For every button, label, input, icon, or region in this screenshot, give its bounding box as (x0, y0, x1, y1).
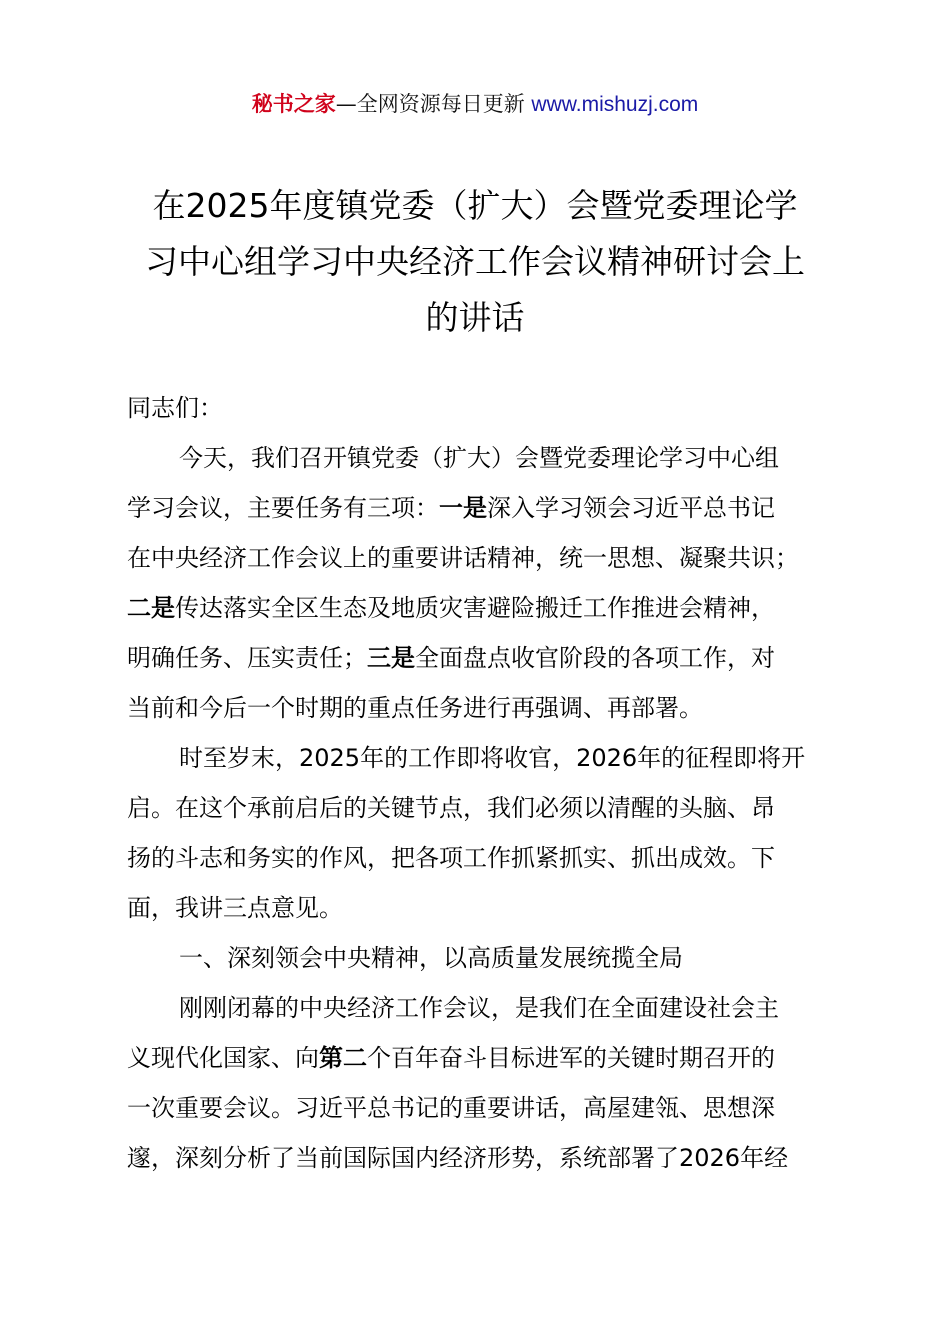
site-slogan: —全网资源每日更新 (335, 92, 532, 116)
document-title (100, 178, 850, 346)
paragraph-line: 明确任务、压实责任；三是全面盘点收官阶段的各项工作，对 (127, 644, 775, 672)
paragraph-line: 学习会议，主要任务有三项：一是深入学习领会习近平总书记 (127, 494, 775, 522)
paragraph-line: 扬的斗志和务实的作风，把各项工作抓紧抓实、抓出成效。下 (127, 844, 775, 872)
site-url-link[interactable]: www.mishuzj.com (531, 93, 699, 116)
paragraph-line: 二是传达落实全区生态及地质灾害避险搬迁工作推进会精神， (127, 594, 775, 622)
title-line: 在2025年度镇党委（扩大）会暨党委理论学 (152, 186, 798, 225)
title-line: 的讲话 (425, 298, 525, 337)
salutation: 同志们： (127, 394, 223, 422)
title-line: 习中心组学习中央经济工作会议精神研讨会上 (145, 242, 805, 281)
paragraph-line: 刚刚闭幕的中央经济工作会议，是我们在全面建设社会主 (179, 994, 779, 1022)
brand-name: 秘书之家 (251, 92, 336, 116)
paragraph-line: 在中央经济工作会议上的重要讲话精神，统一思想、凝聚共识； (127, 544, 799, 572)
paragraph-line: 时至岁末，2025年的工作即将收官，2026年的征程即将开 (179, 744, 806, 772)
paragraph-line: 今天，我们召开镇党委（扩大）会暨党委理论学习中心组 (179, 444, 779, 472)
paragraph-line: 当前和今后一个时期的重点任务进行再强调、再部署。 (127, 694, 703, 722)
paragraph-line: 启。在这个承前启后的关键节点，我们必须以清醒的头脑、昂 (127, 794, 775, 822)
paragraph-line: 邃，深刻分析了当前国际国内经济形势，系统部署了2026年经 (127, 1144, 789, 1172)
paragraph-line: 义现代化国家、向第二个百年奋斗目标进军的关键时期召开的 (127, 1044, 775, 1072)
paragraph-line: 面，我讲三点意见。 (127, 894, 343, 922)
paragraph-line: 一次重要会议。习近平总书记的重要讲话，高屋建瓴、思想深 (127, 1094, 775, 1122)
document-body (127, 383, 867, 1183)
site-header (0, 88, 950, 121)
section-heading: 一、深刻领会中央精神，以高质量发展统揽全局 (179, 944, 683, 972)
